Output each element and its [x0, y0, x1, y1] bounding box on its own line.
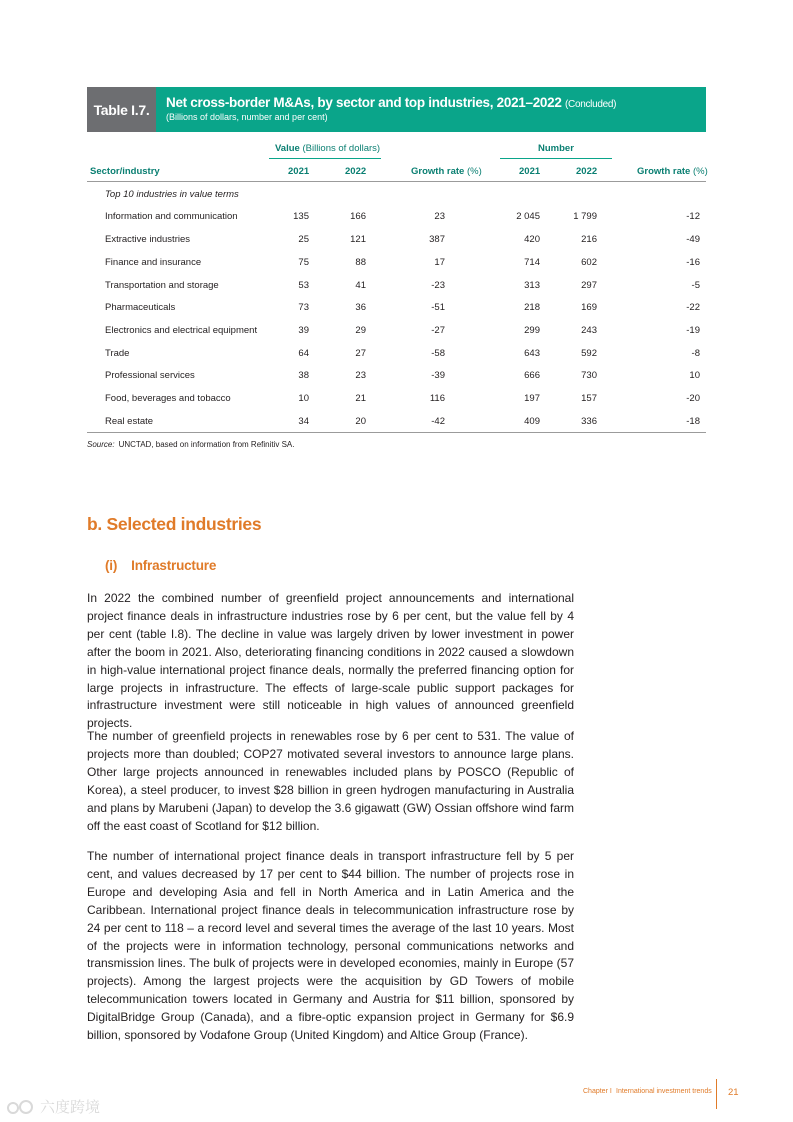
cell-number-2022: 243 [581, 325, 597, 336]
cell-value-2021: 34 [298, 416, 309, 427]
watermark-logo-icon [6, 1098, 36, 1116]
cell-value-growth: 23 [434, 211, 445, 222]
group-value-underline [269, 158, 381, 159]
col-number-2022: 2022 [576, 166, 598, 177]
cell-value-2022: 29 [355, 325, 366, 336]
cell-number-2022: 592 [581, 348, 597, 359]
cell-number-growth: -8 [691, 348, 700, 359]
cell-number-2022: 157 [581, 393, 597, 404]
col-value-growth-unit: (%) [466, 166, 482, 177]
cell-value-growth: 17 [434, 257, 445, 268]
footer-divider [716, 1079, 717, 1109]
cell-value-2022: 27 [355, 348, 366, 359]
cell-value-2022: 121 [350, 234, 366, 245]
cell-value-2022: 41 [355, 280, 366, 291]
cell-value-2021: 38 [298, 370, 309, 381]
table-row [87, 302, 706, 318]
cell-number-growth: -12 [686, 211, 700, 222]
cell-value-growth: -58 [431, 348, 445, 359]
cell-number-2022: 730 [581, 370, 597, 381]
row-label: Food, beverages and tobacco [105, 393, 231, 404]
source-label: Source: [87, 440, 115, 449]
section-title: b. Selected industries [87, 514, 262, 534]
cell-value-2021: 75 [298, 257, 309, 268]
cell-value-2022: 20 [355, 416, 366, 427]
col-number-growth [637, 166, 708, 177]
table-title-box [156, 87, 706, 132]
row-label: Finance and insurance [105, 257, 202, 268]
body-paragraph-1: In 2022 the combined number of greenfield project announcements and international project finance deals in infrastructure industries rose by 6 per cent, but the value fell by 4 per cent (table I.8). The decline in value was largely driven by lower investment in power after the boom in 2021. Also, deteriorating financing conditions in 2022 caused a slowdown in high-value international project finance deals, normally the preferred financing option for large projects in infrastructure. The effects of large-scale public support packages for infrastructure investment were still noticeable in high values of announced greenfield projects. [87, 591, 574, 731]
cell-number-2022: 169 [581, 302, 597, 313]
cell-value-growth: 116 [429, 393, 445, 404]
cell-number-2021: 409 [524, 416, 540, 427]
col-number-growth-label: Growth rate [637, 166, 691, 177]
table-row [87, 280, 706, 296]
table-label: Table I.7. [87, 87, 156, 132]
table-subtitle: (Billions of dollars, number and per cent) [166, 112, 328, 122]
subsection-title [105, 558, 216, 573]
cell-number-2021: 666 [524, 370, 540, 381]
cell-number-growth: -19 [686, 325, 700, 336]
row-label: Electronics and electrical equipment [105, 325, 258, 336]
col-value-2022: 2022 [345, 166, 367, 177]
cell-value-growth: -51 [431, 302, 445, 313]
table-row [87, 325, 706, 341]
row-label: Real estate [105, 416, 154, 427]
col-sector: Sector/industry [90, 166, 160, 177]
watermark-text: 六度跨境 [40, 1099, 101, 1116]
cell-value-2021: 10 [298, 393, 309, 404]
cell-value-2021: 135 [293, 211, 309, 222]
cell-value-growth: 387 [429, 234, 445, 245]
cell-number-2021: 420 [524, 234, 540, 245]
table-row [87, 234, 706, 250]
body-paragraph-2: The number of greenfield projects in renewables rose by 6 per cent to 531. The value of projects more than doubled; COP27 motivated several investors to announce large plans. Other large projects announced in renewables included plans by POSCO (Republic of Korea), a steel producer, to invest $28 billion in green hydrogen manufacturing in Australia and plans by Marubeni (Japan) to develop the 3.6 gigawatt (GW) Ossian offshore wind farm off the east coast of Scotland for $12 billion. [87, 729, 574, 833]
cell-value-2021: 73 [298, 302, 309, 313]
cell-number-2021: 2 045 [516, 211, 540, 222]
cell-number-2022: 216 [581, 234, 597, 245]
table-title-text: Net cross-border M&As, by sector and top industries, 2021–2022 [166, 95, 562, 110]
group-number-underline [500, 158, 612, 159]
col-number-2021: 2021 [519, 166, 541, 177]
col-value-growth [411, 166, 482, 177]
row-label: Trade [105, 348, 130, 359]
table-title [166, 95, 706, 110]
group-header-value [275, 143, 380, 154]
cell-number-growth: -18 [686, 416, 700, 427]
cell-value-growth: -42 [431, 416, 445, 427]
cell-number-growth: -22 [686, 302, 700, 313]
row-label: Extractive industries [105, 234, 191, 245]
subsection-number: (i) [105, 558, 118, 573]
cell-number-2021: 218 [524, 302, 540, 313]
table-row [87, 257, 706, 273]
cell-value-2022: 21 [355, 393, 366, 404]
group-header-number: Number [538, 143, 574, 154]
row-label: Information and communication [105, 211, 238, 222]
group-value-unit: (Billions of dollars) [302, 143, 381, 154]
col-value-growth-label: Growth rate [411, 166, 465, 177]
source-text: UNCTAD, based on information from Refinitiv SA. [118, 440, 295, 449]
cell-number-2022: 602 [581, 257, 597, 268]
subsection-text: Infrastructure [131, 558, 217, 573]
cell-number-growth: 10 [689, 370, 700, 381]
header-rule [87, 181, 706, 182]
row-label: Pharmaceuticals [105, 302, 176, 313]
table-subheading: Top 10 industries in value terms [105, 189, 239, 200]
cell-number-growth: -5 [691, 280, 700, 291]
footer-chapter-title: International investment trends [616, 1088, 712, 1095]
cell-number-growth: -16 [686, 257, 700, 268]
cell-number-growth: -49 [686, 234, 700, 245]
row-label: Professional services [105, 370, 195, 381]
table-row [87, 393, 706, 409]
footer-chapter: Chapter I [583, 1088, 612, 1095]
cell-value-2022: 166 [350, 211, 366, 222]
cell-value-2022: 88 [355, 257, 366, 268]
table-concluded: (Concluded) [565, 99, 617, 110]
cell-value-growth: -23 [431, 280, 445, 291]
cell-number-growth: -20 [686, 393, 700, 404]
col-value-2021: 2021 [288, 166, 310, 177]
cell-value-2021: 39 [298, 325, 309, 336]
col-number-growth-unit: (%) [692, 166, 708, 177]
cell-number-2021: 299 [524, 325, 540, 336]
cell-number-2021: 313 [524, 280, 540, 291]
cell-value-2022: 36 [355, 302, 366, 313]
cell-value-growth: -27 [431, 325, 445, 336]
row-label: Transportation and storage [105, 280, 219, 291]
cell-number-2021: 643 [524, 348, 540, 359]
table-source [87, 440, 295, 449]
cell-number-2021: 197 [524, 393, 540, 404]
cell-value-2021: 64 [298, 348, 309, 359]
page-number: 21 [728, 1087, 739, 1098]
cell-number-2022: 1 799 [573, 211, 597, 222]
cell-value-2022: 23 [355, 370, 366, 381]
cell-number-2022: 336 [581, 416, 597, 427]
table-row [87, 370, 706, 386]
cell-value-growth: -39 [431, 370, 445, 381]
table-row [87, 348, 706, 364]
group-value-label: Value [275, 143, 300, 154]
cell-number-2022: 297 [581, 280, 597, 291]
table-header [87, 87, 706, 132]
table-bottom-rule [87, 432, 706, 433]
cell-value-2021: 25 [298, 234, 309, 245]
watermark [6, 1096, 100, 1117]
table-row [87, 416, 706, 432]
cell-value-2021: 53 [298, 280, 309, 291]
table-row [87, 211, 706, 227]
body-paragraph-3: The number of international project finance deals in transport infrastructure fell by 5 per cent, and values decreased by 17 per cent to $44 billion. The number of projects rose in Europe and developing Asia and fell in North America and in Latin America and the Caribbean. International project finance deals in telecommunication infrastructure rose by 24 per cent to 118 – a record level and several times the average of the last 10 years. Most of the projects were in information technology, personal communications networks and transmission lines. The bulk of projects were in developed economies, mainly in Europe (57 projects). Among the largest projects were the acquisition by GD Towers of mobile telecommunication towers located in Germany and Austria for $11 billion, sponsored by DigitalBridge Group (Canada), and a fibre-optic expansion project in Germany for $6.9 billion, sponsored by Vodafone Group (United Kingdom) and Altice Group (France). [87, 849, 574, 1043]
cell-number-2021: 714 [524, 257, 540, 268]
